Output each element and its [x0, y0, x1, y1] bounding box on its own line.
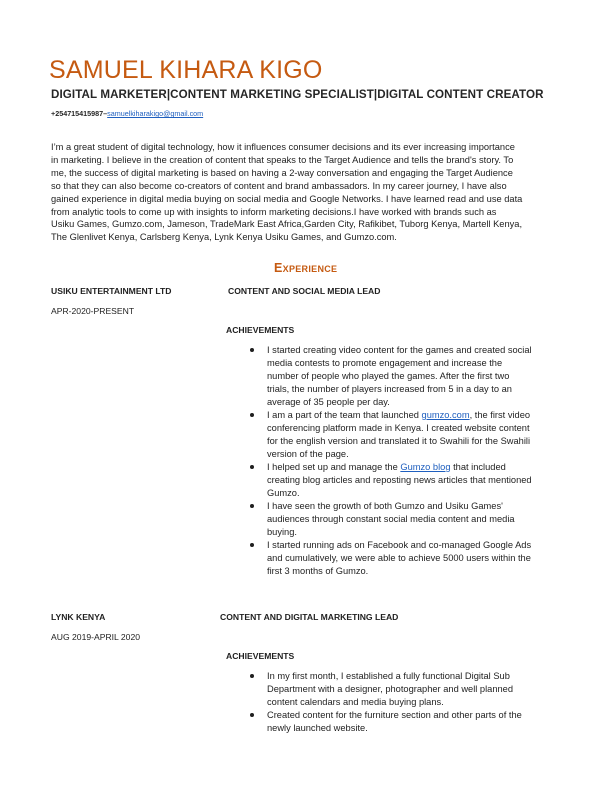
- job-dates: APR-2020-PRESENT: [51, 306, 135, 316]
- achievement-item: [250, 461, 532, 500]
- achievement-line: version of the page.: [267, 449, 349, 459]
- achievement-line: media contests to promote engagement and increase the: [267, 358, 503, 368]
- bullet-icon: [250, 713, 254, 717]
- achievement-line: I started running ads on Facebook and co-managed Google Ads: [267, 540, 532, 550]
- bullet-icon: [250, 543, 254, 547]
- achievement-item: [250, 344, 532, 409]
- achievement-text: that included: [450, 462, 506, 472]
- achievement-line: [267, 461, 532, 474]
- contact-line: [51, 109, 203, 118]
- candidate-titles: DIGITAL MARKETER|CONTENT MARKETING SPECIALIST|DIGITAL CONTENT CREATOR: [51, 88, 544, 101]
- summary-line: in marketing. I believe in the creation of content that speaks to the Target Audience and tells the brand's story. To: [51, 154, 514, 165]
- achievement-line: I started creating video content for the games and created social: [267, 345, 532, 355]
- bullet-icon: [250, 504, 254, 508]
- achievement-line: [267, 409, 532, 422]
- job-company: LYNK KENYA: [51, 612, 106, 622]
- achievement-line: conferencing platform made in Kenya. I created website content: [267, 423, 530, 433]
- summary-line: from analytic tools to come up with insights to inform marketing decisions.I have worked with brands such as: [51, 206, 497, 217]
- experience-heading: Experience: [274, 261, 338, 275]
- summary-line: gained experience in digital media buying on social media and Google Networks. I have learned read and use data: [51, 193, 523, 204]
- achievement-line: for the english version and translated it to Swahili for the Swahili: [267, 436, 531, 446]
- achievement-text: I helped set up and manage the: [267, 462, 401, 472]
- achievement-line: Created content for the furniture section and other parts of the: [267, 710, 522, 720]
- bullet-icon: [250, 413, 254, 417]
- bullet-icon: [250, 348, 254, 352]
- achievement-line: number of people who played the games. After the first two: [267, 371, 510, 381]
- achievement-item: [250, 709, 522, 735]
- achievement-line: audiences through constant social media content and media: [267, 514, 515, 524]
- achievement-line: first 3 months of Gumzo.: [267, 566, 369, 576]
- summary-line: me, the success of digital marketing is based on having a 2-way conversation and engaging the Target Audience: [51, 167, 513, 178]
- email-link[interactable]: samuelkiharakigo@gmail.com: [107, 109, 204, 118]
- gumzo-blog-link[interactable]: Gumzo blog: [400, 462, 451, 472]
- job-role: CONTENT AND DIGITAL MARKETING LEAD: [220, 612, 399, 622]
- job-company: USIKU ENTERTAINMENT LTD: [51, 286, 172, 296]
- profile-summary: [51, 141, 566, 244]
- achievement-item: [250, 670, 522, 709]
- achievement-line: and cumulatively, we were able to achieve 5000 users within the: [267, 553, 531, 563]
- summary-line: Usiku Games, Gumzo.com, Jameson, TradeMark East Africa,Garden City, Rafikibet, Tuborg Kenya, Martell Kenya,: [51, 219, 523, 230]
- achievement-line: Department with a designer, photographer and well planned: [267, 684, 514, 694]
- job-role: CONTENT AND SOCIAL MEDIA LEAD: [228, 286, 381, 296]
- achievement-line: content calendars and media buying plans.: [267, 697, 444, 707]
- bullet-icon: [250, 465, 254, 469]
- gumzo-site-link[interactable]: gumzo.com: [421, 410, 470, 420]
- summary-line: The Glenlivet Kenya, Carlsberg Kenya, Lynk Kenya Usiku Games, and Gumzo.com.: [51, 232, 397, 243]
- summary-line: I’m a great student of digital technology, how it influences consumer decisions and its ever increasing importance: [51, 142, 515, 152]
- achievement-line: buying.: [267, 527, 297, 537]
- achievement-item: [250, 500, 532, 539]
- achievements-label: ACHIEVEMENTS: [226, 651, 295, 661]
- achievement-line: newly launched website.: [267, 723, 368, 733]
- phone-number: +254715415987–: [51, 109, 108, 118]
- achievements-label: ACHIEVEMENTS: [226, 325, 295, 335]
- achievement-line: I have seen the growth of both Gumzo and Usiku Games': [267, 501, 503, 511]
- job-dates: AUG 2019-APRIL 2020: [51, 632, 141, 642]
- achievement-line: trials, the number of players increased from 5 in a day to an: [267, 384, 512, 394]
- achievements-list: [250, 670, 522, 735]
- achievement-line: average of 35 people per day.: [267, 397, 390, 407]
- bullet-icon: [250, 674, 254, 678]
- achievement-text: I am a part of the team that launched: [267, 410, 422, 420]
- achievements-list: [250, 344, 532, 578]
- achievement-line: Gumzo.: [267, 488, 300, 498]
- achievement-item: [250, 539, 532, 578]
- achievement-line: creating blog articles and reposting news articles that mentioned: [267, 475, 532, 485]
- achievement-line: In my first month, I established a fully functional Digital Sub: [267, 671, 510, 681]
- summary-line: so that they can also become co-creators of content and brand ambassadors. In my career journey, I have also: [51, 180, 507, 191]
- achievement-text: , the first video: [469, 410, 531, 420]
- candidate-name: SAMUEL KIHARA KIGO: [49, 56, 323, 84]
- achievement-item: [250, 409, 532, 461]
